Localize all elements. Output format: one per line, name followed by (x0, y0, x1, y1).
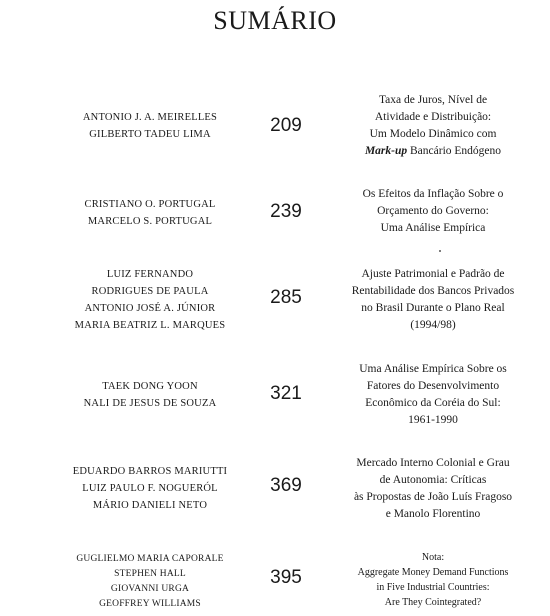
entry-title (318, 266, 548, 334)
author-name: GIOVANNI URGA (110, 584, 190, 594)
entry-authors (30, 109, 270, 143)
author-name: TAEK DONG YOON (102, 381, 198, 392)
entry-authors (30, 463, 270, 514)
title-line-rest: Bancário Endógeno (407, 145, 502, 157)
author-name: MARCELO S. PORTUGAL (87, 216, 213, 227)
author-name: ANTONIO J. A. MEIRELLES (82, 112, 218, 123)
author-name: CRISTIANO O. PORTUGAL (84, 199, 216, 210)
toc-entry (0, 550, 550, 612)
title-line: Mercado Interno Colonial e Grau (356, 457, 510, 469)
author-name: LUIZ FERNANDO (106, 269, 194, 280)
author-name: LUIZ PAULO F. NOGUERÓL (82, 483, 218, 494)
title-line: 1961-1990 (408, 414, 458, 426)
author-name: ANTONIO JOSÉ A. JÚNIOR (84, 303, 216, 314)
title-line: Os Efeitos da Inflação Sobre o (362, 188, 504, 200)
page-title: SUMÁRIO (213, 6, 337, 35)
title-italic: Mark-up (364, 145, 408, 157)
title-line: Um Modelo Dinâmico com (369, 128, 497, 140)
author-name: STEPHEN HALL (114, 569, 186, 579)
title-line: e Manolo Florentino (385, 508, 481, 520)
title-line: Atividade e Distribuição: (374, 111, 492, 123)
author-name: EDUARDO BARROS MARIUTTI (72, 466, 228, 477)
title-line: in Five Industrial Countries: (376, 582, 490, 593)
title-line: Orçamento do Governo: (377, 205, 489, 217)
entry-title (318, 92, 548, 160)
toc-entry (0, 92, 550, 162)
title-line: Fatores do Desenvolvimento (366, 380, 500, 392)
author-name: GEOFFREY WILLIAMS (99, 599, 201, 609)
entry-authors (30, 196, 270, 230)
decorative-dot (439, 250, 441, 252)
author-name: NALI DE JESUS DE SOUZA (83, 398, 217, 409)
title-line: Uma Análise Empírica (380, 222, 486, 234)
title-line: Econômico da Coréia do Sul: (365, 397, 501, 409)
author-name: RODRIGUES DE PAULA (91, 286, 209, 297)
title-line (318, 143, 548, 160)
title-line: de Autonomia: Críticas (379, 474, 487, 486)
entry-title (318, 186, 548, 237)
entry-authors (30, 266, 270, 334)
author-name: MÁRIO DANIELI NETO (92, 500, 208, 511)
title-line: Rentabilidade dos Bancos Privados (351, 285, 515, 297)
entry-title (318, 550, 548, 610)
title-line: às Propostas de João Luís Fragoso (353, 491, 513, 503)
entry-authors (30, 552, 270, 612)
author-name: GILBERTO TADEU LIMA (89, 129, 211, 140)
page-number: 285 (270, 287, 302, 308)
title-line: Nota: (421, 552, 445, 563)
toc-entry (0, 186, 550, 246)
page-number: 395 (270, 567, 302, 588)
entry-authors (30, 378, 270, 412)
author-name: GUGLIELMO MARIA CAPORALE (76, 554, 224, 564)
page-number: 369 (270, 475, 302, 496)
title-line: no Brasil Durante o Plano Real (361, 302, 505, 314)
title-line: (1994/98) (410, 319, 456, 331)
title-line: Are They Cointegrated? (384, 597, 482, 608)
title-line: Uma Análise Empírica Sobre os (359, 363, 507, 375)
author-name: MARIA BEATRIZ L. MARQUES (74, 320, 226, 331)
page-number: 321 (270, 383, 302, 404)
toc-entry (0, 455, 550, 525)
toc-entry (0, 361, 550, 431)
title-line: Taxa de Juros, Nível de (378, 94, 488, 106)
page-number: 209 (270, 115, 302, 136)
page-number: 239 (270, 201, 302, 222)
title-line: Ajuste Patrimonial e Padrão de (361, 268, 505, 280)
toc-entry (0, 266, 550, 336)
entry-title (318, 455, 548, 523)
title-line: Aggregate Money Demand Functions (357, 567, 509, 578)
entry-title (318, 361, 548, 429)
